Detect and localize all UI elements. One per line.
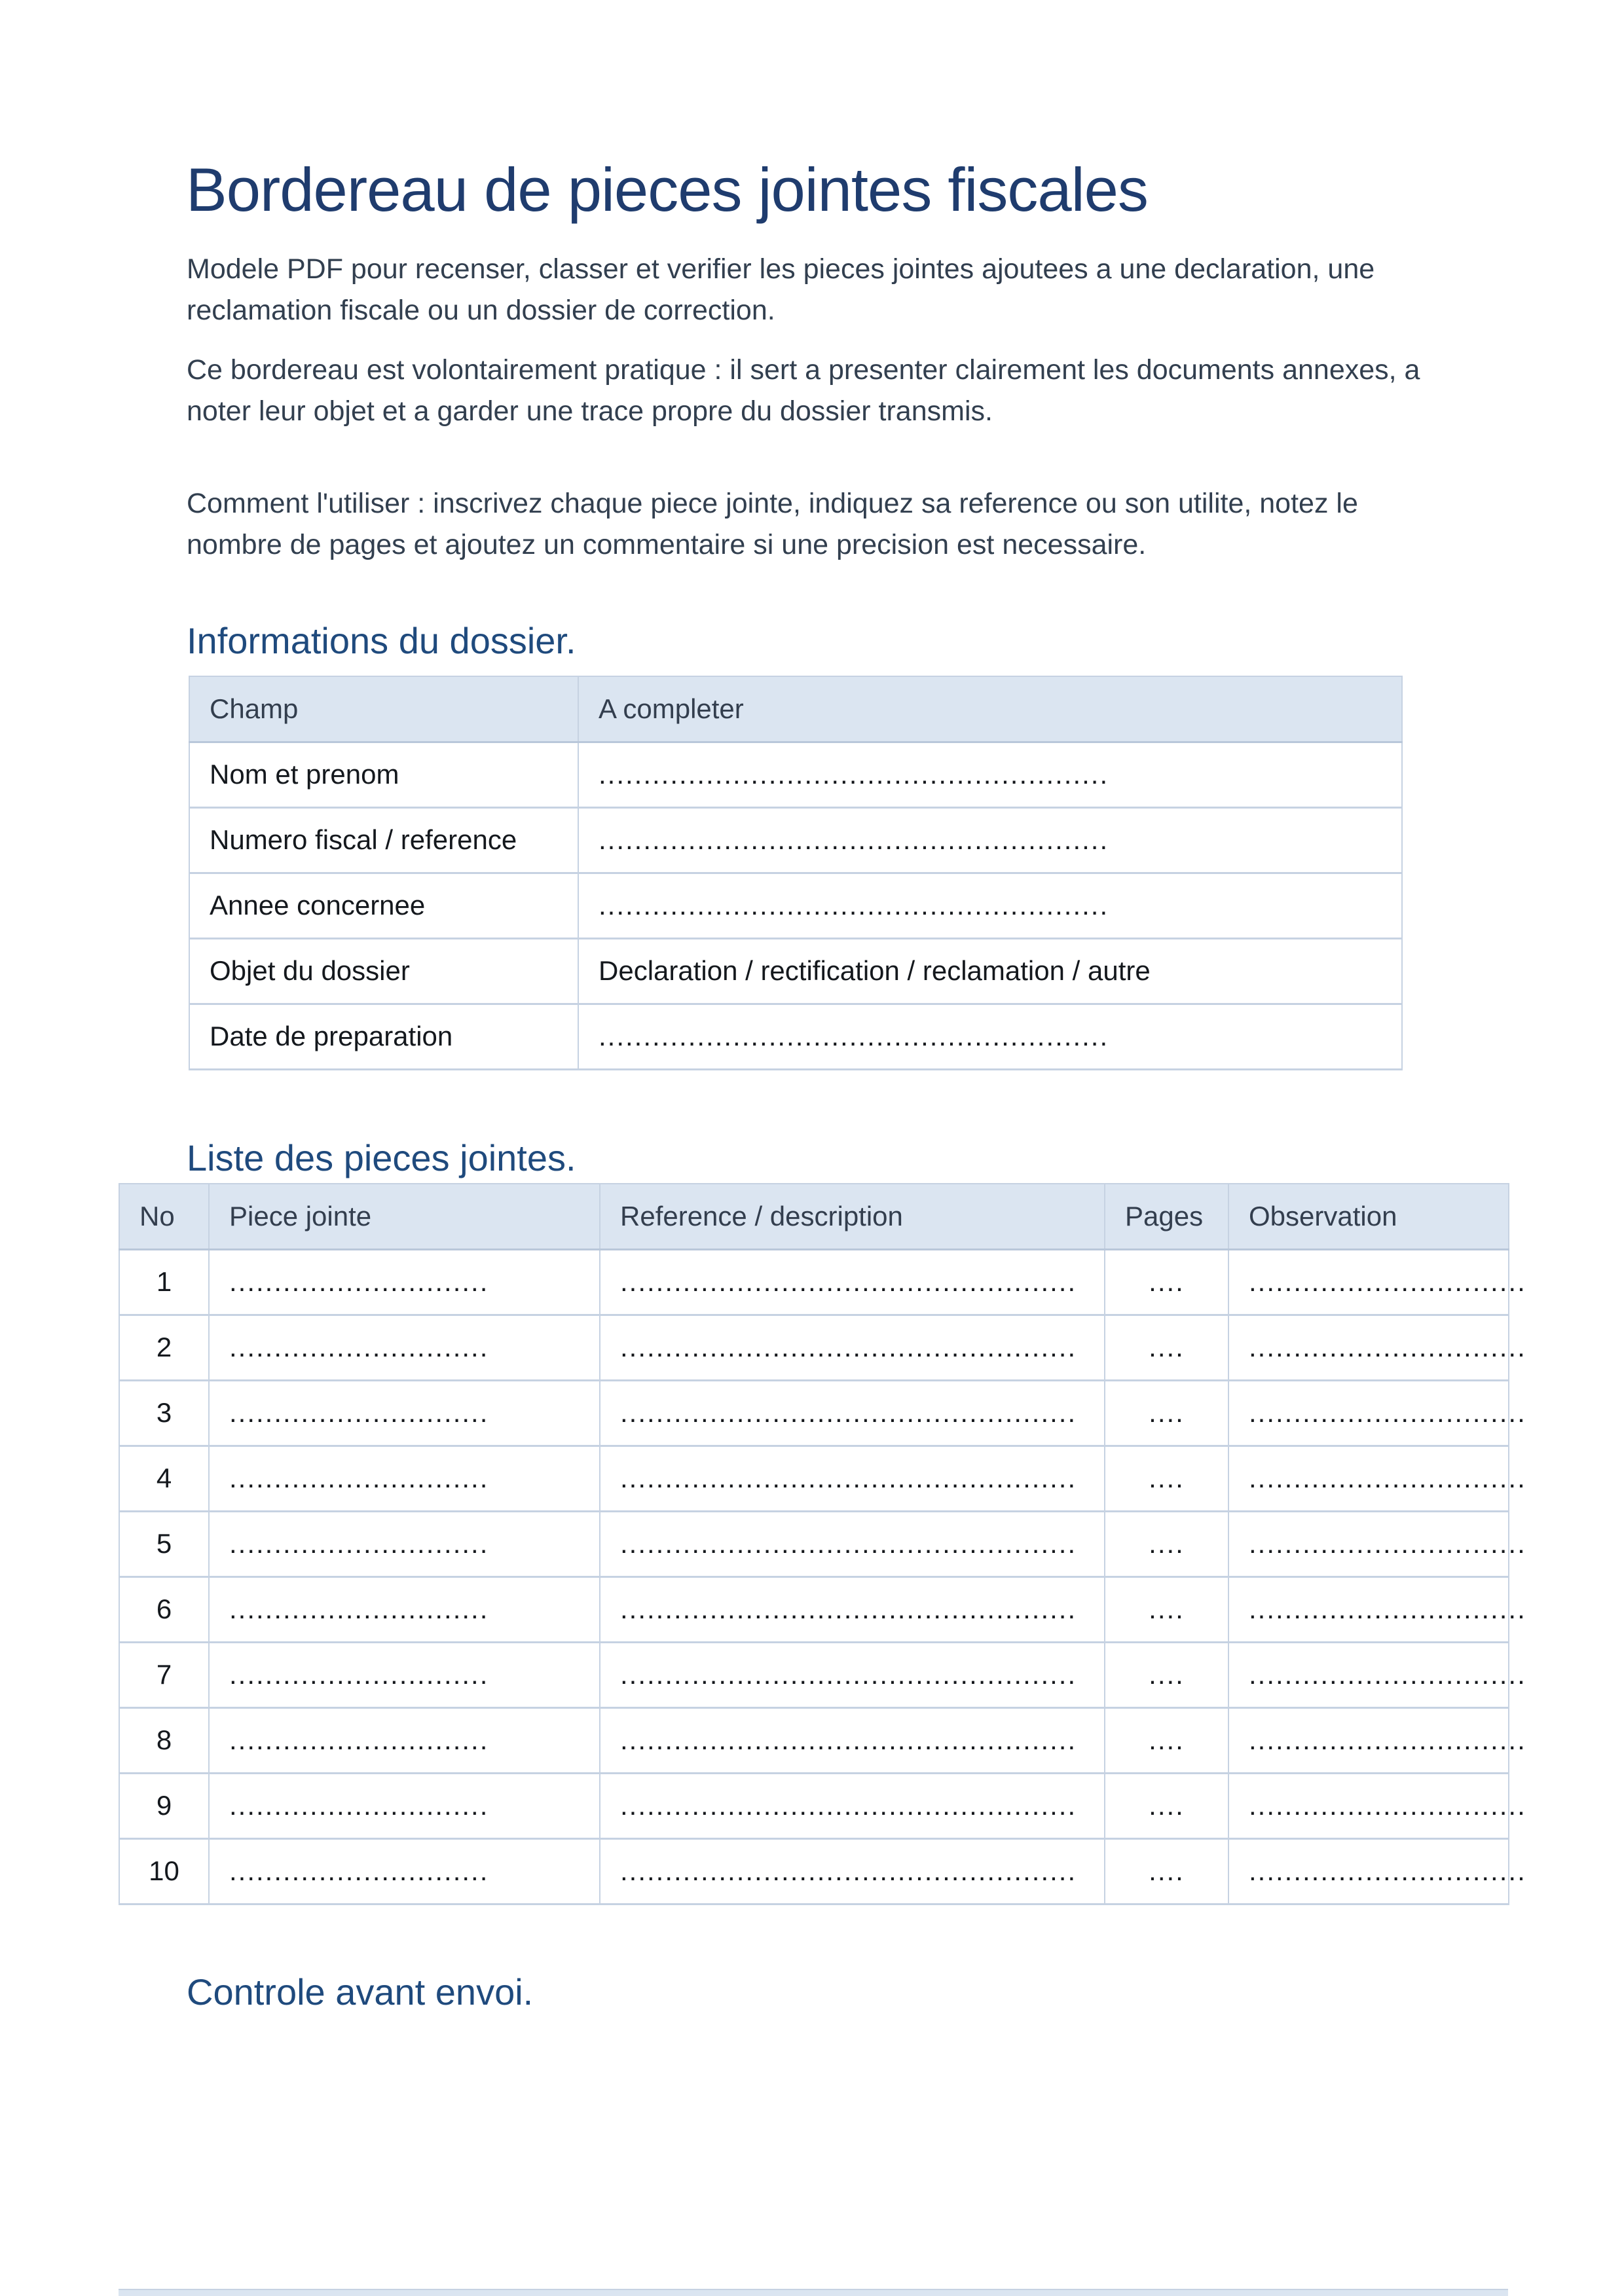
field-value-cell: ......................................................... <box>578 873 1402 938</box>
piece-jointe-cell: ............................. <box>209 1838 600 1904</box>
row-number-cell: 4 <box>119 1446 209 1511</box>
pages-cell: .... <box>1105 1511 1228 1576</box>
field-value-cell: ......................................................... <box>578 1004 1402 1069</box>
observation-cell <box>1228 1446 1526 1511</box>
pages-cell: .... <box>1105 1838 1228 1904</box>
field-label-cell: Nom et prenom <box>189 742 578 807</box>
piece-jointe-cell: ............................. <box>209 1380 600 1446</box>
pages-cell: .... <box>1105 1642 1228 1707</box>
attachment-row <box>119 1576 1509 1642</box>
field-label-cell: Numero fiscal / reference <box>189 807 578 873</box>
pages-cell: .... <box>1105 1446 1228 1511</box>
observation-dots: ............................... <box>1249 1266 1526 1297</box>
piece-jointe-cell: ............................. <box>209 1707 600 1773</box>
row-number-cell: 10 <box>119 1838 209 1904</box>
reference-cell: ................................................... <box>600 1838 1105 1904</box>
attachment-row <box>119 1642 1509 1707</box>
observation-dots: ............................... <box>1249 1855 1526 1886</box>
observation-dots: ............................... <box>1249 1659 1526 1690</box>
observation-dots: ............................... <box>1249 1332 1526 1362</box>
attachment-row <box>119 1511 1509 1576</box>
column-header-reference-description: Reference / description <box>600 1184 1105 1249</box>
row-number-cell: 3 <box>119 1380 209 1446</box>
piece-jointe-cell: ............................. <box>209 1773 600 1838</box>
attachments-table <box>119 1183 1526 1905</box>
row-number-cell: 9 <box>119 1773 209 1838</box>
column-header-a-completer: A completer <box>578 676 1402 742</box>
attachment-row <box>119 1315 1509 1380</box>
attachment-row <box>119 1249 1509 1315</box>
pages-cell: .... <box>1105 1249 1228 1315</box>
observation-cell <box>1228 1707 1526 1773</box>
row-number-cell: 1 <box>119 1249 209 1315</box>
field-value-cell: Declaration / rectification / reclamation / autre <box>578 938 1402 1004</box>
observation-dots: ............................... <box>1249 1790 1526 1821</box>
observation-cell <box>1228 1315 1526 1380</box>
dossier-row <box>189 807 1402 873</box>
section-heading-informations-dossier: Informations du dossier. <box>187 620 576 661</box>
observation-cell <box>1228 1380 1526 1446</box>
row-number-cell: 2 <box>119 1315 209 1380</box>
row-number-cell: 6 <box>119 1576 209 1642</box>
field-value-cell: ......................................................... <box>578 742 1402 807</box>
row-number-cell: 5 <box>119 1511 209 1576</box>
reference-cell: ................................................... <box>600 1511 1105 1576</box>
reference-cell: ................................................... <box>600 1576 1105 1642</box>
dossier-row <box>189 873 1402 938</box>
column-header-piece-jointe: Piece jointe <box>209 1184 600 1249</box>
piece-jointe-cell: ............................. <box>209 1511 600 1576</box>
pages-cell: .... <box>1105 1707 1228 1773</box>
reference-cell: ................................................... <box>600 1773 1105 1838</box>
field-label-cell: Annee concernee <box>189 873 578 938</box>
section-heading-controle-avant-envoi: Controle avant envoi. <box>187 1971 534 2013</box>
pages-cell: .... <box>1105 1380 1228 1446</box>
reference-cell: ................................................... <box>600 1707 1105 1773</box>
reference-cell: ................................................... <box>600 1380 1105 1446</box>
piece-jointe-cell: ............................. <box>209 1249 600 1315</box>
observation-cell <box>1228 1838 1526 1904</box>
intro-paragraph-2: Ce bordereau est volontairement pratique : il sert a presenter clairement les documents annexes, a noter leur objet et a garder une trace propre du dossier transmis. <box>187 354 1420 427</box>
column-header-champ: Champ <box>189 676 578 742</box>
observation-dots: ............................... <box>1249 1594 1526 1624</box>
piece-jointe-cell: ............................. <box>209 1446 600 1511</box>
observation-cell <box>1228 1576 1526 1642</box>
piece-jointe-cell: ............................. <box>209 1576 600 1642</box>
row-number-cell: 8 <box>119 1707 209 1773</box>
observation-dots: ............................... <box>1249 1724 1526 1755</box>
attachment-row <box>119 1446 1509 1511</box>
pages-cell: .... <box>1105 1576 1228 1642</box>
next-table-top-sliver <box>119 2289 1508 2296</box>
reference-cell: ................................................... <box>600 1642 1105 1707</box>
observation-cell <box>1228 1249 1526 1315</box>
piece-jointe-cell: ............................. <box>209 1315 600 1380</box>
attachment-row <box>119 1838 1509 1904</box>
column-header-pages: Pages <box>1105 1184 1228 1249</box>
dossier-table-header-row <box>189 676 1402 742</box>
observation-cell <box>1228 1511 1526 1576</box>
field-label-cell: Objet du dossier <box>189 938 578 1004</box>
attachment-row <box>119 1707 1509 1773</box>
dossier-row <box>189 742 1402 807</box>
dossier-row <box>189 938 1402 1004</box>
pages-cell: .... <box>1105 1773 1228 1838</box>
attachment-row <box>119 1380 1509 1446</box>
intro-paragraph-1: Modele PDF pour recenser, classer et verifier les pieces jointes ajoutees a une declaration, une reclamation fiscale ou un dossier de correction. <box>187 253 1375 326</box>
pages-cell: .... <box>1105 1315 1228 1380</box>
observation-dots: ............................... <box>1249 1463 1526 1493</box>
reference-cell: ................................................... <box>600 1315 1105 1380</box>
observation-dots: ............................... <box>1249 1397 1526 1428</box>
observation-cell <box>1228 1642 1526 1707</box>
reference-cell: ................................................... <box>600 1249 1105 1315</box>
intro-paragraph-3: Comment l'utiliser : inscrivez chaque piece jointe, indiquez sa reference ou son utilite, notez le nombre de pages et ajoutez un commentaire si une precision est necessaire. <box>187 488 1358 560</box>
attachment-row <box>119 1773 1509 1838</box>
section-heading-liste-pieces-jointes: Liste des pieces jointes. <box>187 1137 576 1178</box>
column-header-observation: Observation <box>1228 1184 1509 1249</box>
attachments-table-header-row <box>119 1184 1509 1249</box>
page-title: Bordereau de pieces jointes fiscales <box>186 155 1148 224</box>
piece-jointe-cell: ............................. <box>209 1642 600 1707</box>
field-label-cell: Date de preparation <box>189 1004 578 1069</box>
observation-cell <box>1228 1773 1526 1838</box>
dossier-info-table <box>189 676 1403 1070</box>
field-value-cell: ......................................................... <box>578 807 1402 873</box>
row-number-cell: 7 <box>119 1642 209 1707</box>
dossier-row <box>189 1004 1402 1069</box>
observation-dots: ............................... <box>1249 1528 1526 1559</box>
column-header-no: No <box>119 1184 209 1249</box>
reference-cell: ................................................... <box>600 1446 1105 1511</box>
